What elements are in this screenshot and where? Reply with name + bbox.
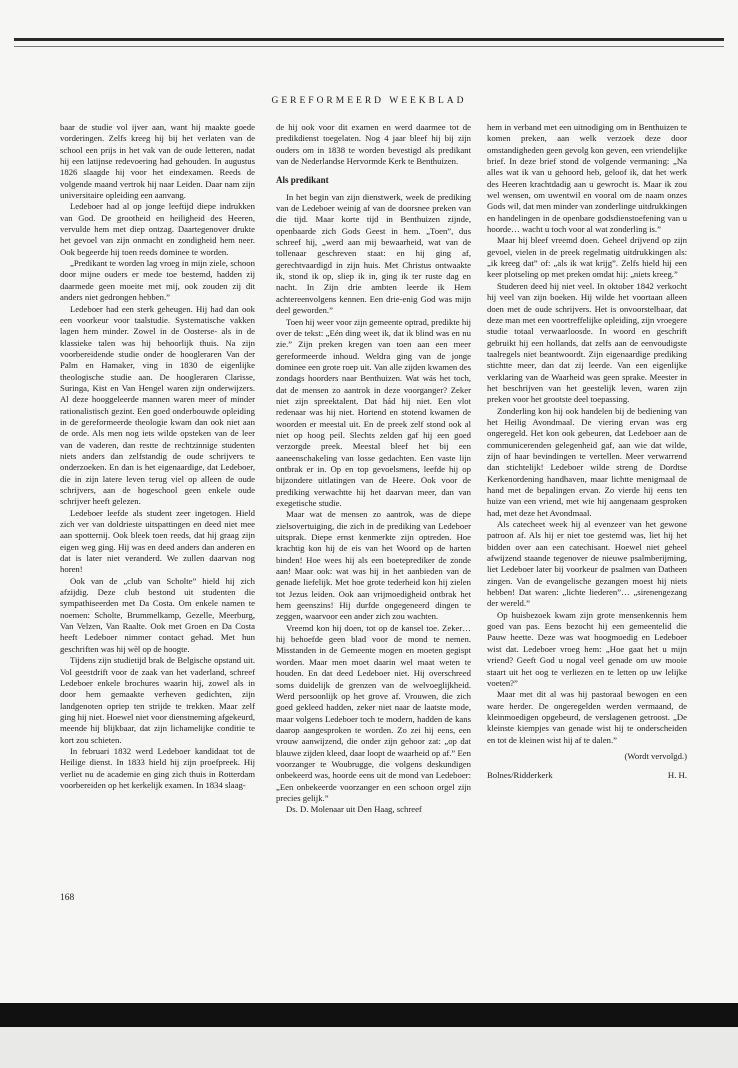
paragraph: Ds. D. Molenaar uit Den Haag, schreef [286,804,422,815]
running-header: GEREFORMEERD WEEKBLAD [271,96,467,106]
paragraph: Maar wat de mensen zo aantrok, was de diepe zielsovertuiging, die zich in de prediking van Ledeboer uitsprak. Diepe ernst kenmerkte zijn optreden. Hoe krachtig kon hij de eis van het Woord op de harten binden! Hoe wees hij als een boeteprediker de zonde aan! Maar ook: wat was hij in het aanbieden van de genade liefelijk. Met hoe grote tederheid kon hij zielen tot Jezus leiden. Ook aan vrijmoedigheid ontbrak het hem geenszins! Hij durfde ongegeneerd dingen te zeggen, waarvoor een ander zich zou wachten. [276,509,471,622]
paragraph: „Predikant te worden lag vroeg in mijn ziele, schoon door mijne ouders er mede toe bestemd, hadden zij daarmede geen moeite met mij, ook zouden zij dit anders niet gedrongen hebben.” [60,258,255,303]
page-number: 168 [60,893,75,903]
paragraph: Tijdens zijn studietijd brak de Belgische opstand uit. Vol geestdrift voor de zaak van het vaderland, schreef Ledeboer enkele brochures waarin hij, zowel als in door hem gemaakte verheven gedichten, zijn landgenoten opriep ten strijde te trekken. Maar zelf ging hij niet. Hoewel niet voor dienstneming afgekeurd, meende hij blijkbaar, dat zijn lichamelijke conditie te kort zou schieten. [60,655,255,745]
paragraph: hem in verband met een uitnodiging om in Benthuizen te komen preken, aan welk verzoek deze door omstandigheden geen gevolg kon geven, een vriendelijke brief. In deze brief stond de volgende vermaning: „Na alles wat ik van u gehoord heb, geloof ik, dat het werk des Heeren krachtdadig aan u gewrocht is. Maar ik zou wel wensen, om uwentwil en vooral om de naam onzes Gods wil, dat men minder van zonderlinge uitdrukkingen en handelingen in de openbare godsdienstoefening van u hoorde… wacht u toch voor al wat zonderling is.” [487,122,687,235]
column-3 [487,122,687,782]
paragraph: In het begin van zijn dienstwerk, week de prediking van de Ledeboer weinig af van de doorsnee preken van die tijd. Maar korte tijd in Benthuizen zijnde, openbaarde zich Gods Geest in hem. „Toen”, dus schreef hij, „werd aan mij bewaarheid, wat van de tollenaar geschreven staat: en hij ging af, gerechtvaardigd in zijn huis. Met Christus ontwaakte ik, stond ik op, sliep ik in, ging ik ter ruste dag en nacht. In Zijn drie ambten leerde ik Hem achtereenvolgens kennen. Een drie-enig God was mijn deel geworden.” [276,191,471,316]
paragraph: Zonderling kon hij ook handelen bij de bediening van het Heilig Avondmaal. De viering ervan was erg ongeregeld. Het kon ook gebeuren, dat Ledeboer aan de communicerenden gelegenheid gaf, aan wie dat wilde, zijn of haar bevindingen te vertellen. Meer verwarrend dan stichtelijk! Ledeboer wilde streng de Dordtse Kerkenordening handhaven, maar lichtte menigmaal de hand met de bepalingen ervan. Zo vierde hij eens ten huize van een vriend, met wie hij aangenaam gesproken had, met deze het Avondmaal. [487,405,687,518]
author-location: Bolnes/Ridderkerk [487,770,553,781]
continued-note: (Wordt vervolgd.) [624,750,687,761]
author-line [487,770,687,781]
paragraph: In februari 1832 werd Ledeboer kandidaat tot de Heilige dienst. In 1833 hield hij zijn proefpreek. Hij verliet nu de academie en ging zich thuis in Rotterdam voorbereiden op het kerkelijk examen. In 1834 slaag- [60,745,255,790]
paragraph: Maar met dit al was hij pastoraal bewogen en een ware herder. De ongeregelden werden vermaand, de kleinmoedigen opgebeurd, de verslagenen getroost. „De kleinste kiempjes van genade wist hij te onderscheiden en tot de kleinen wist hij af te dalen.” [487,689,687,745]
top-rule [14,38,724,41]
paragraph: Ledeboer had al op jonge leeftijd diepe indrukken van God. De grootheid en heiligheid des Heeren, vervulde hem met diep ontzag. Daartegenover drukte het gevoel van zijn onmacht en zondigheid hem neer. Ook begeerde hij toen reeds dominee te worden. [60,201,255,257]
scan-bottom-margin [0,1027,738,1068]
paragraph: Vreemd kon hij doen, tot op de kansel toe. Zeker… hij behoefde geen blad voor de mond te nemen. Misstanden in de Gemeente mogen en moeten gegispt worden. Maar men moet daarin wel maat weten te houden. En dat deed Ledeboer niet. Hij overschreed soms duidelijk de grenzen van de welvoeglijkheid. Werd persoonlijk op het grove af. Vrouwen, die zich goed gekleed hadden, zeker niet naar de laatste mode, maar volgens Ledeboer toch te modern, hadden de kans daarop aangesproken te worden. Zo zei hij eens, een vrouw aanwijzend, die onder zijn gehoor zat: „op dat blauwe zijden kleed, daar loopt de waarheid op af.” Een voorzanger te Woubrugge, die volgens deskundigen onbekeerd was, hoorde eens uit de mond van Ledeboer: „Een onbekeerde voorzanger en een schoon orgel zijn precies gelijk.” [276,622,471,803]
scan-border-bar [0,1003,738,1027]
paragraph: Op huisbezoek kwam zijn grote mensenkennis hem goed van pas. Eens bezocht hij een gemeentelid die Pauw heette. Deze was wat hoogmoedig en Ledeboer wist dat. Ledeboer vroeg hem: „Hoe gaat het u mijn vriend? Geeft God u nogal veel genade om uw mooie staart uit het oog te verliezen en te letten op uw lelijke voeten?” [487,609,687,688]
author-initials: H. H. [667,770,687,781]
paragraph: Toen hij weer voor zijn gemeente optrad, predikte hij over de tekst: „Eén ding weet ik, dat ik blind was en nu zie.” Zijn preken kregen van toen aan een meer gereformeerde inhoud. Weldra ging van de jonge dominee een grote roep uit. Van alle zijden kwamen des zondags hoorders naar Benthuizen. Wat wás het toch, dat de mensen zo aantrok in deze voorganger? Zeker niet zijn spreektalent. Dat hád hij niet. Een vlot redenaar was hij niet. Hortend en stotend kwamen de woorden er meestal uit. En de preek zelf stond ook al niet op hoog peil. Slechts zelden gaf hij een goed verzorgde preek. Meestal bleef het bij een aaneenschakeling van losse gedachten. Een vaste lijn ontbrak er in. Op en top gevoelsmens, leefde hij op bijzondere uitlatingen van de Heere. Ook voor de prediking verwachtte hij het daarvan meer, dan van exegetische studie. [276,316,471,508]
paragraph: de hij ook voor dit examen en werd daarmee tot de predikdienst toegelaten. Nog 4 jaar bleef hij bij zijn ouders om in 1838 te worden bevestigd als predikant van de Nederlandse Hervormde Kerk te Benthuizen. [276,122,471,167]
paragraph: Ledeboer had een sterk geheugen. Hij had dan ook een voorkeur voor taalstudie. Systematische vakken lagen hem minder. Zowel in de Oosterse- als in de klassieke talen was hij behoorlijk thuis. Na zijn voorbereidende studie onder de hoogleraren Van der Palm en Hamaker, ving in 1830 de eigenlijke theologische studie aan. De hoogleraren Clarisse, Suringa, Kist en Van Hengel waren zijn onderwijzers. Al deze hooggeleerde mannen waren meer of minder rationalistisch gezint. Een goed onderbouwde opleiding in de gereformeerde theologie kwam dan ook niet aan de orde. Als men nog iets wilde opsteken van de leer van de vaderen, dan restte de rechtzinnige studenten niets anders dan zelfstandig de oude schrijvers te onderzoeken. En dan is het eigenaardige, dat Ledeboer, die in zijn latere leven terug viel op alleen de oude schrijvers, aan de hogeschool geen enkele oude schrijver heeft gelezen. [60,303,255,507]
column-2 [276,122,471,816]
paragraph: Ledeboer leefde als student zeer ingetogen. Hield zich ver van doldrieste uitspattingen en deed niet mee aan spotternij. Ook bleek toen reeds, dat hij graag zijn eigen weg ging. Hij was en deed anders dan anderen en dat is later niet veranderd. We zullen daarvan nog horen! [60,507,255,575]
paragraph: Studeren deed hij niet veel. In oktober 1842 verkocht hij veel van zijn boeken. Hij wilde het voortaan alleen doen met de oude schrijvers. Het is onvoorstelbaar, dat deze man met een voortreffelijke opleiding, zijn vroegere studie totaal verwaarloosde. In woord en geschrift gebruikt hij een hollands, dat zelfs aan de eenvoudigste taalregels niet beantwoordt. Zijn eigenaardige prediking stichtte meer, dan dat zij leerde. Van een eigenlijke verklaring van de Waarheid was geen sprake. Meester in het beschrijven van het geestelijk leven, waren zijn preken voor het grootste deel toepassing. [487,280,687,405]
column-1 [60,122,255,791]
section-heading: Als predikant [276,175,329,186]
paragraph: Als catecheet week hij al evenzeer van het gewone patroon af. Als hij er niet toe gestemd was, liet hij het bidden over aan een catechisant. Hoewel niet geheel afwijzend staande tegenover de nieuwe psalmberijming, liet Ledeboer later bij voorkeur de psalmen van Datheen zingen. Van de evangelische gezangen moest hij niets hebben! Dat waren: „lichte liederen”… „sirenengezang der wereld.” [487,519,687,609]
top-rule-thin [14,46,724,47]
paragraph: baar de studie vol ijver aan, want hij maakte goede vorderingen. Zelfs kreeg hij bij het verlaten van de school een prijs in het vak van de oude letteren, nadat hij een latijnse redevoering had gehouden. In augustus 1826 slaagde hij voor het eindexamen. Reeds de volgende maand vertrok hij naar Leiden. Daar nam zijn universitaire opleiding een aanvang. [60,122,255,201]
paragraph: Maar hij bleef vreemd doen. Geheel drijvend op zijn gevoel, vielen in de preek regelmatig uitdrukkingen als: „ik kreeg dat” of: „als ik wat krijg”. Zelfs hield hij een keer plotseling op met preken omdat hij: „niets kreeg.” [487,235,687,280]
paragraph: Ook van de „club van Scholte” hield hij zich afzijdig. Deze club bestond uit studenten die sympathiseerden met Da Costa. Om enkele namen te noemen: Scholte, Brummelkamp, Gezelle, Meerburg, Van Velzen, Van Raalte. Ook met Groen en Da Costa heeft Ledeboer nimmer contact gehad. Met hun geschriften was hij wèl op de hoogte. [60,575,255,654]
